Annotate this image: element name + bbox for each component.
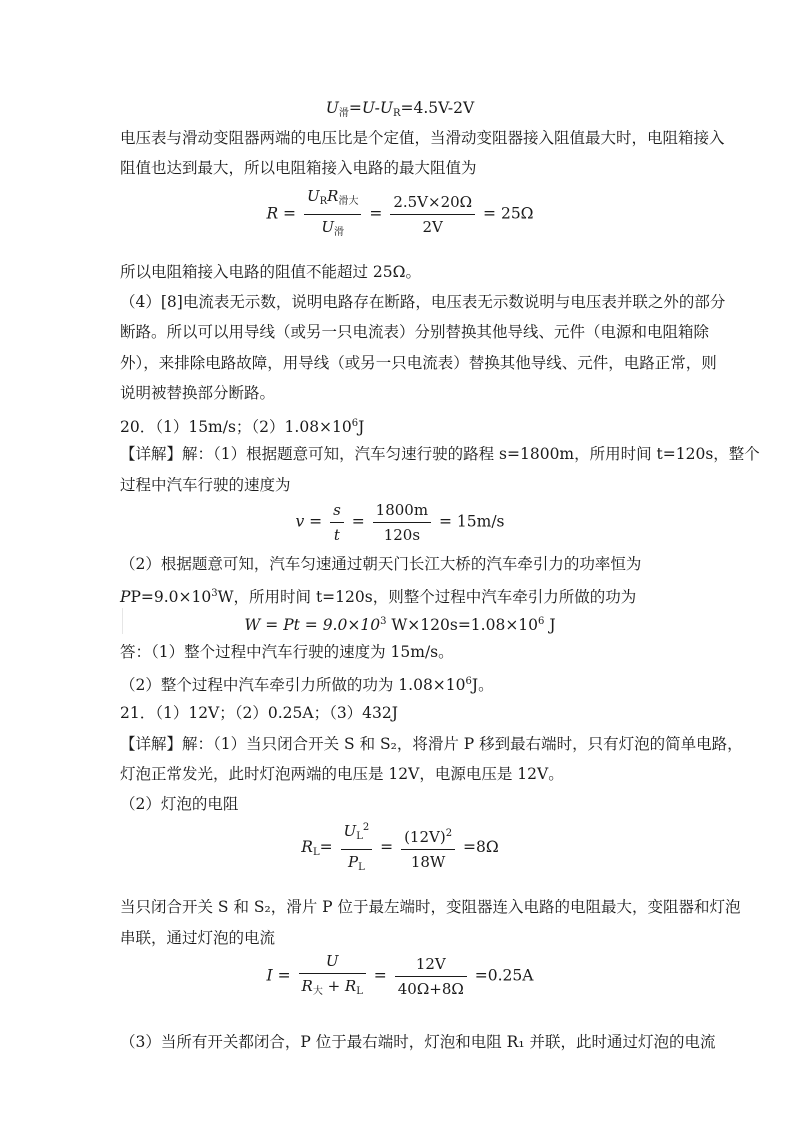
eq-text: =U-U <box>348 99 393 117</box>
paragraph-line: 灯泡正常发光，此时灯泡两端的电压是 12V，电源电压是 12V。 <box>120 765 564 783</box>
text: （2）整个过程中汽车牵引力所做的功为 1.08×10 <box>120 676 466 694</box>
fraction <box>373 500 431 545</box>
text: J。 <box>471 676 494 694</box>
eq-lhs: I = <box>266 966 291 985</box>
paragraph-line: （2）根据题意可知，汽车匀速通过朝天门长江大桥的汽车牵引力的功率恒为 <box>120 555 642 573</box>
eq-symbol: + R <box>322 977 357 995</box>
superscript: 2 <box>445 828 453 839</box>
eq-symbol: R <box>301 838 313 856</box>
eq-symbol: P <box>348 853 359 871</box>
superscript: 3 <box>380 616 387 627</box>
paragraph-line: 外），来排除电路故障，用导线（或另一只电流表）替换其他导线、元件，电路正常，则 <box>120 354 717 372</box>
paragraph-line: 当只闭合开关 S 和 S₂，滑片 P 位于最左端时，变阻器连入电路的电阻最大，变阻器和灯泡 <box>120 898 741 916</box>
eq-denominator: 2V <box>422 218 443 236</box>
text: P=9.0×10 <box>130 588 212 606</box>
eq-numerator: (12V) <box>404 828 446 846</box>
text: W，所用时间 t=120s，则整个过程中汽车牵引力所做的功为 <box>217 588 637 606</box>
paragraph-line: 【详解】解：（1）根据题意可知，汽车匀速行驶的路程 s=1800m，所用时间 t=120s，整个 <box>120 445 760 463</box>
text: W×120s=1.08×10 <box>386 616 539 634</box>
paragraph-line: 电压表与滑动变阻器两端的电压比是个定值，当滑动变阻器接入阻值最大时，电阻箱接入 <box>120 129 725 147</box>
eq-denominator: 120s <box>383 526 421 544</box>
superscript: 2 <box>362 822 370 833</box>
eq-sub: R <box>319 196 328 207</box>
equation-current: I = $\frac{U}{R_大 + R_L}$ = $\frac{12V}{40\Omega+8\Omega}$ =0.25A <box>0 951 800 1002</box>
equation-slider-voltage <box>0 98 800 124</box>
eq-sub: L <box>312 847 320 858</box>
eq-lhs: v = <box>295 512 323 531</box>
paragraph-line: （3）当所有开关都闭合，P 位于最右端时，灯泡和电阻 R₁ 并联，此时通过灯泡的电流 <box>120 1033 716 1051</box>
eq-result: =8Ω <box>463 838 499 856</box>
paragraph-line: （2）灯泡的电阻 <box>120 795 239 813</box>
eq-numerator: 12V <box>395 954 467 977</box>
eq-numerator: s <box>330 500 344 523</box>
text: W = Pt = 9.0×10 <box>244 616 381 634</box>
text: J <box>358 418 365 436</box>
eq-symbol: U <box>325 99 339 117</box>
superscript: 3 <box>211 588 218 599</box>
eq-denominator: t <box>333 526 340 544</box>
paragraph-line <box>120 672 680 695</box>
eq-sub: 滑 <box>334 227 345 238</box>
paragraph-line: 【详解】解：（1）当只闭合开关 S 和 S₂，将滑片 P 移到最右端时，只有灯泡的简单电路， <box>120 735 743 753</box>
paragraph-line: 说明被替换部分断路。 <box>120 384 276 402</box>
eq-numerator: 1800m <box>373 500 431 523</box>
eq-symbol: U <box>343 822 357 840</box>
eq-symbol: R <box>327 187 339 205</box>
eq-result: =0.25A <box>474 966 534 985</box>
paragraph-line: 答：（1）整个过程中汽车行驶的速度为 15m/s。 <box>120 643 454 661</box>
eq-denominator: 18W <box>410 853 446 871</box>
fraction <box>299 951 366 1002</box>
paragraph-line: （4）[8]电流表无示数，说明电路存在断路，电压表无示数说明与电压表并联之外的部分 <box>120 293 726 311</box>
equation-work <box>0 612 800 635</box>
fraction <box>330 500 344 545</box>
eq-text: =4.5V-2V <box>400 99 475 117</box>
eq-symbol: U <box>321 218 335 236</box>
fraction <box>304 186 361 243</box>
paragraph-line: $PP=9.0\times 10^3W$，所用时间 t=120s，则整个过程中汽车牵引力所做的功为 <box>120 588 637 606</box>
paragraph-line: 过程中汽车行驶的速度为 <box>120 476 291 494</box>
eq-symbol: R <box>301 977 313 995</box>
superscript: 6 <box>465 676 472 687</box>
fraction <box>401 824 455 872</box>
equation-lamp-resistance: $R_L=$ $\frac{U_L^2}{P_L}$ = $\frac{(12V)^2}{18W}$ =8Ω <box>0 818 800 878</box>
eq-sub: L <box>356 986 363 997</box>
text: 20．（1）15m/s；（2）1.08×10 <box>120 418 352 436</box>
eq-sub: R <box>392 108 401 119</box>
superscript: 6 <box>538 616 545 627</box>
eq-sub: 大 <box>312 986 323 997</box>
eq-result: = 15m/s <box>439 512 505 531</box>
fraction <box>395 954 467 999</box>
eq-symbol: U <box>306 187 320 205</box>
eq-sub: 滑大 <box>338 196 359 207</box>
paragraph-line: 阻值也达到最大，所以电阻箱接入电路的最大阻值为 <box>120 159 477 177</box>
eq-result: = 25Ω <box>483 204 534 223</box>
eq-numerator: U <box>299 951 366 974</box>
eq-sub: 滑 <box>338 108 349 119</box>
text: J <box>544 616 556 634</box>
superscript: 6 <box>351 418 359 429</box>
eq-numerator: 2.5V×20Ω <box>390 192 475 215</box>
paragraph-line: 串联，通过灯泡的电流 <box>120 929 276 947</box>
paragraph-line: 断路。所以可以用导线（或另一只电流表）分别替换其他导线、元件（电源和电阻箱除 <box>120 323 710 341</box>
eq-denominator: 40Ω+8Ω <box>397 980 464 998</box>
equation-max-resistance: R = $\frac{U_RR_{滑大}}{U_滑}$ = $\frac{2.5V\times 20\Omega}{2V}$ = 25Ω <box>0 186 800 243</box>
eq-sub: L <box>358 862 365 873</box>
question-21-answer: 21．（1）12V；（2）0.25A；（3）432J <box>120 704 398 722</box>
eq-sub: L <box>356 831 363 842</box>
question-20-answer <box>120 414 680 437</box>
fraction <box>390 192 475 237</box>
eq-lhs: R = <box>266 204 297 223</box>
equation-speed: v = $\frac{s}{t}$ = $\frac{1800m}{120s}$ = 15m/s <box>295 501 505 544</box>
paragraph-line: 所以电阻箱接入电路的阻值不能超过 25Ω。 <box>120 263 422 281</box>
fraction <box>341 818 373 878</box>
